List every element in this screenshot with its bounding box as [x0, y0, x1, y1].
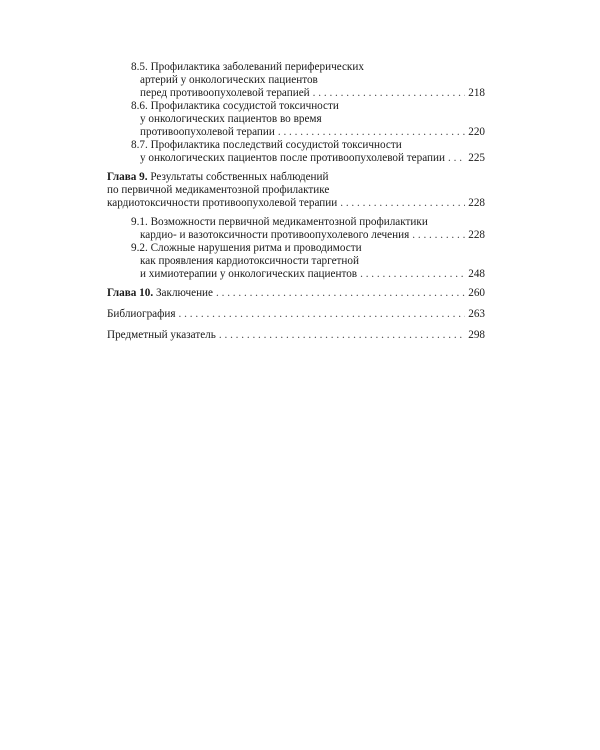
dot-leader — [179, 308, 466, 321]
toc-entry-text: Библиография — [107, 308, 176, 320]
toc-entry-8-7[interactable] — [107, 139, 485, 165]
toc-chapter-10[interactable] — [107, 287, 485, 300]
dot-leader — [448, 152, 465, 165]
page-number: 218 — [468, 87, 485, 99]
toc-entry-text: 8.6. Профилактика сосудистой токсичности — [131, 100, 339, 112]
page-number: 228 — [468, 229, 485, 241]
dot-leader — [216, 287, 465, 300]
chapter-label: Глава 9. — [107, 171, 148, 183]
toc-entry-text: кардио- и вазотоксичности противоопухолевого лечения — [140, 229, 410, 241]
toc-entry-9-2[interactable] — [107, 242, 485, 281]
page-number: 298 — [468, 329, 485, 341]
page-number: 260 — [468, 287, 485, 299]
page-number: 228 — [468, 197, 485, 209]
page-number: 220 — [468, 126, 485, 138]
toc-entry-9-1[interactable] — [107, 216, 485, 242]
toc-chapter-9[interactable] — [107, 171, 485, 210]
dot-leader — [313, 87, 466, 100]
toc-entry-text: кардиотоксичности противоопухолевой терапии — [107, 197, 338, 209]
toc-entry-text: как проявления кардиотоксичности таргетной — [140, 255, 359, 267]
table-of-contents — [107, 61, 485, 342]
toc-entry-text: Результаты собственных наблюдений — [150, 171, 329, 183]
dot-leader — [219, 329, 465, 342]
toc-entry-text: Предметный указатель — [107, 329, 216, 341]
toc-entry-8-5[interactable] — [107, 61, 485, 100]
toc-entry-text: 9.1. Возможности первичной медикаментозной профилактики — [131, 216, 428, 228]
toc-bibliography[interactable] — [107, 308, 485, 321]
toc-entry-text: 9.2. Сложные нарушения ритма и проводимости — [131, 242, 362, 254]
toc-entry-text: перед противоопухолевой терапией — [140, 87, 310, 99]
toc-entry-text: 8.5. Профилактика заболеваний периферических — [131, 61, 364, 73]
toc-entry-text: по первичной медикаментозной профилактике — [107, 184, 330, 196]
toc-entry-text: противоопухолевой терапии — [140, 126, 275, 138]
toc-entry-text: артерий у онкологических пациентов — [140, 74, 318, 86]
toc-entry-text: Заключение — [155, 287, 214, 299]
toc-entry-8-6[interactable] — [107, 100, 485, 139]
page-number: 263 — [468, 308, 485, 320]
chapter-label: Глава 10. — [107, 287, 154, 299]
toc-subject-index[interactable] — [107, 329, 485, 342]
dot-leader — [360, 268, 465, 281]
dot-leader — [412, 229, 465, 242]
dot-leader — [278, 126, 465, 139]
toc-entry-text: у онкологических пациентов во время — [140, 113, 322, 125]
toc-entry-text: 8.7. Профилактика последствий сосудистой токсичности — [131, 139, 402, 151]
toc-entry-text: и химиотерапии у онкологических пациентов — [140, 268, 358, 280]
page-number: 248 — [468, 268, 485, 280]
dot-leader — [340, 197, 465, 210]
toc-entry-text: у онкологических пациентов после противоопухолевой терапии — [140, 152, 445, 164]
page-number: 225 — [468, 152, 485, 164]
